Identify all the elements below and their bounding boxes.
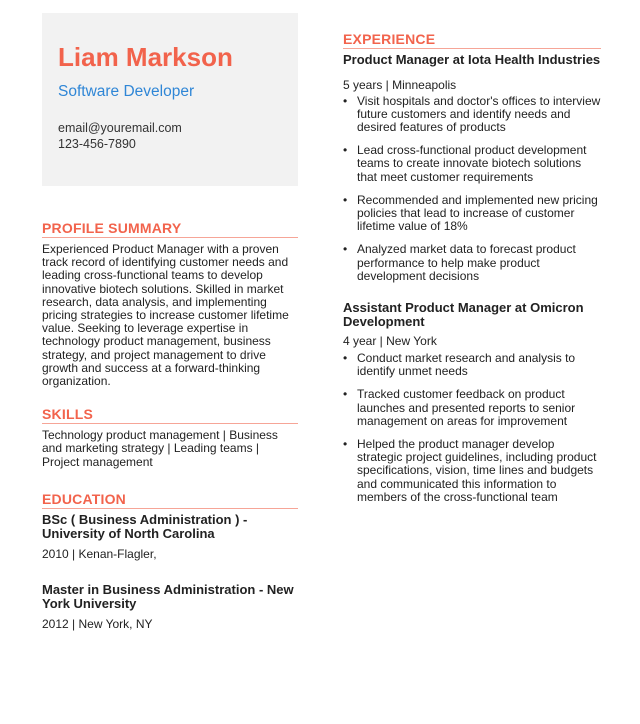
candidate-name: Liam Markson [58,42,233,72]
job-bullets [343,352,601,504]
job-bullets [343,95,601,283]
profile-section [42,220,298,388]
candidate-role: Software Developer [58,83,195,100]
profile-heading: PROFILE SUMMARY [42,220,298,238]
education-meta: 2012 | New York, NY [42,616,153,631]
header-box [42,13,298,186]
skills-section [42,406,298,469]
education-section [42,491,298,631]
bullet-dot-icon: • [343,192,348,207]
contact-email: email@youremail.com [58,121,182,135]
skills-text: Technology product management | Business and marketing strategy | Leading teams | Project management [42,428,278,469]
left-column [42,13,298,631]
experience-heading: EXPERIENCE [343,31,601,49]
job-bullet: • Lead cross-functional product development teams to create innovate biotech solutions that meet customer requirements [343,143,587,184]
skills-heading: SKILLS [42,406,298,424]
education-degree: BSc ( Business Administration ) - University of North Carolina [42,511,248,542]
job-bullet: • Helped the product manager develop strategic project guidelines, including product specifications, vision, time lines and budgets and communicated this information to members of the cross-functional team [343,436,597,504]
education-heading: EDUCATION [42,491,298,509]
right-column [343,31,601,514]
job-title: Product Manager at Iota Health Industries [343,52,601,67]
contact-block [58,120,282,152]
education-degree: Master in Business Administration - New York University [42,581,294,612]
bullet-dot-icon: • [343,242,348,257]
bullet-dot-icon: • [343,350,348,365]
education-item [42,513,298,561]
bullet-dot-icon: • [343,143,348,158]
profile-text: Experienced Product Manager with a proven track record of identifying customer needs and leading cross-functional teams to develop innovative biotech solutions. Skilled in market research, data analysis, and implementing pricing strategies to increase customer lifetime value. Seeking to leverage expertise in technology product management, business strategy, and project management to drive growth and success at a forward-thinking organization. [42,242,289,389]
bullet-dot-icon: • [343,387,348,402]
bullet-dot-icon: • [343,93,348,108]
job-entry [343,53,601,283]
education-item [42,583,298,631]
job-bullet: • Conduct market research and analysis to identify unmet needs [343,350,576,379]
job-meta: 4 year | New York [343,333,437,348]
job-title: Assistant Product Manager at Omicron Development [343,299,584,330]
job-meta: 5 years | Minneapolis [343,77,457,92]
bullet-dot-icon: • [343,436,348,451]
job-bullet: • Tracked customer feedback on product launches and presented reports to senior management on areas for improvement [343,387,576,428]
education-meta: 2010 | Kenan-Flagler, [42,546,157,561]
job-entry [343,301,601,504]
job-bullet: • Recommended and implemented new pricing policies that lead to increase of customer lifetime value of 18% [343,192,598,234]
contact-phone: 123-456-7890 [58,137,136,151]
job-bullet: • Visit hospitals and doctor's offices to interview future customers and identify needs and desired features of products [343,93,601,134]
job-bullet: • Analyzed market data to forecast product performance to help make product development decisions [343,242,576,283]
